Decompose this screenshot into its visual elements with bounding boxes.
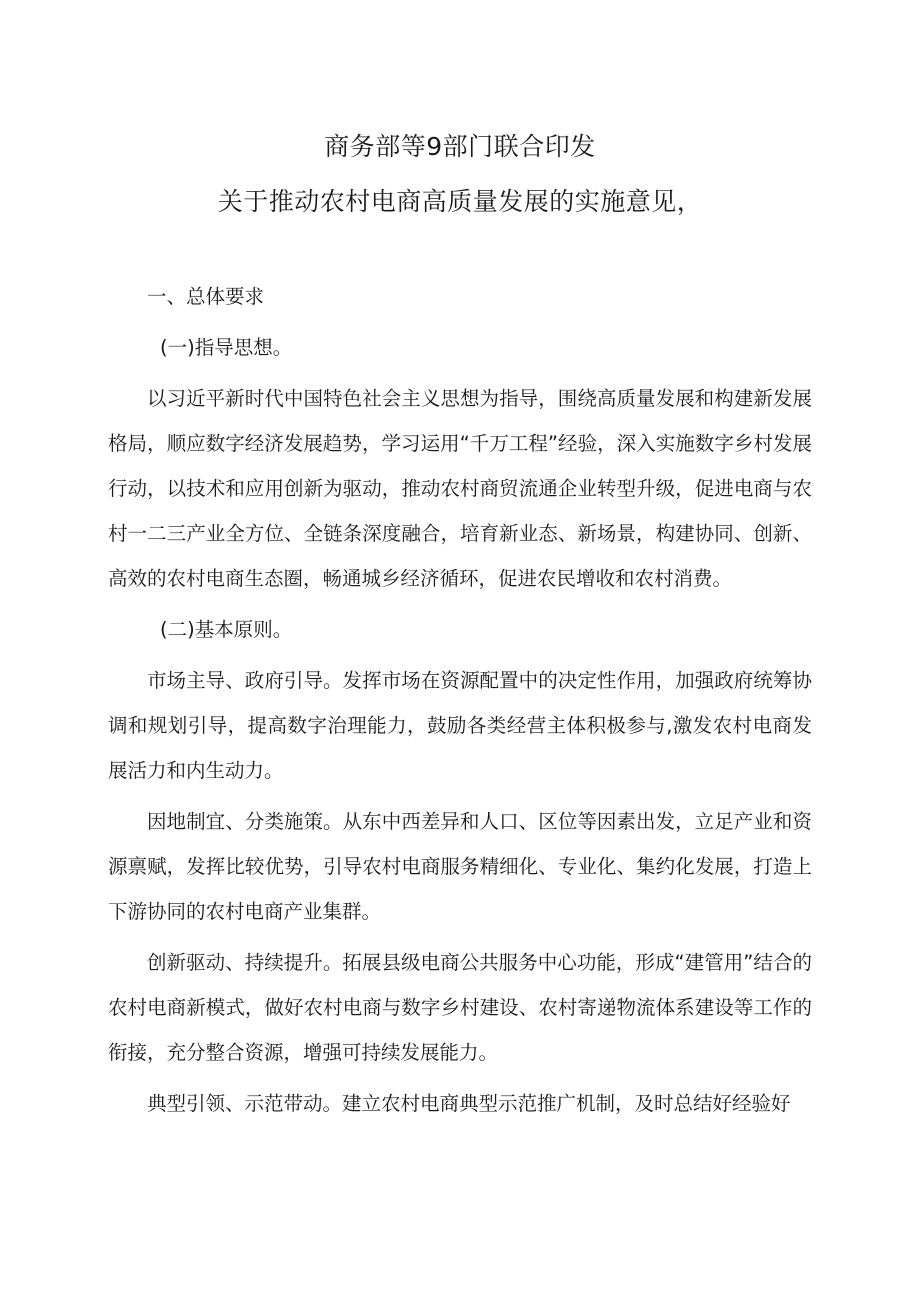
paragraph-market-led: 市场主导、政府引导。发挥市场在资源配置中的决定性作用，加强政府统筹协调和规划引导，提高数字治理能力，鼓励各类经营主体积极参与,激发农村电商发展活力和内生动力。 — [108, 669, 812, 782]
paragraph-typical-demonstration: 典型引领、示范带动。建立农村电商典型示范推广机制，及时总结好经验好 — [147, 1092, 791, 1115]
paragraph-local-conditions: 因地制宜、分类施策。从东中西差异和人口、区位等因素出发，立足产业和资源禀赋，发挥比较优势，引导农村电商服务精细化、专业化、集约化发展，打造上下游协同的农村电商产业集群。 — [108, 810, 812, 923]
document-body — [108, 274, 812, 1126]
subsection-heading-basic-principles: (二)基本原则。 — [160, 618, 293, 641]
paragraph-innovation-driven: 创新驱动、持续提升。拓展县级电商公共服务中心功能，形成“建管用”结合的农村电商新模式，做好农村电商与数字乡村建设、农村寄递物流体系建设等工作的衔接，充分整合资源，增强可持续发展能力。 — [108, 951, 812, 1064]
section-heading-general-requirements: 一、总体要求 — [147, 285, 265, 308]
document-title-line-1: 商务部等9部门联合印发 — [324, 132, 596, 161]
paragraph-guiding-ideology: 以习近平新时代中国特色社会主义思想为指导，围绕高质量发展和构建新发展格局，顺应数字经济发展趋势，学习运用“千万工程”经验，深入实施数字乡村发展行动，以技术和应用创新为驱动，推动农村商贸流通企业转型升级，促进电商与农村一二三产业全方位、全链条深度融合，培育新业态、新场景，构建协同、创新、高效的农村电商生态圈，畅通城乡经济循环，促进农民增收和农村消费。 — [108, 387, 812, 590]
document-title-line-2: 关于推动农村电商高质量发展的实施意见， — [217, 187, 703, 216]
subsection-heading-guiding-ideology: (一)指导思想。 — [160, 336, 293, 359]
